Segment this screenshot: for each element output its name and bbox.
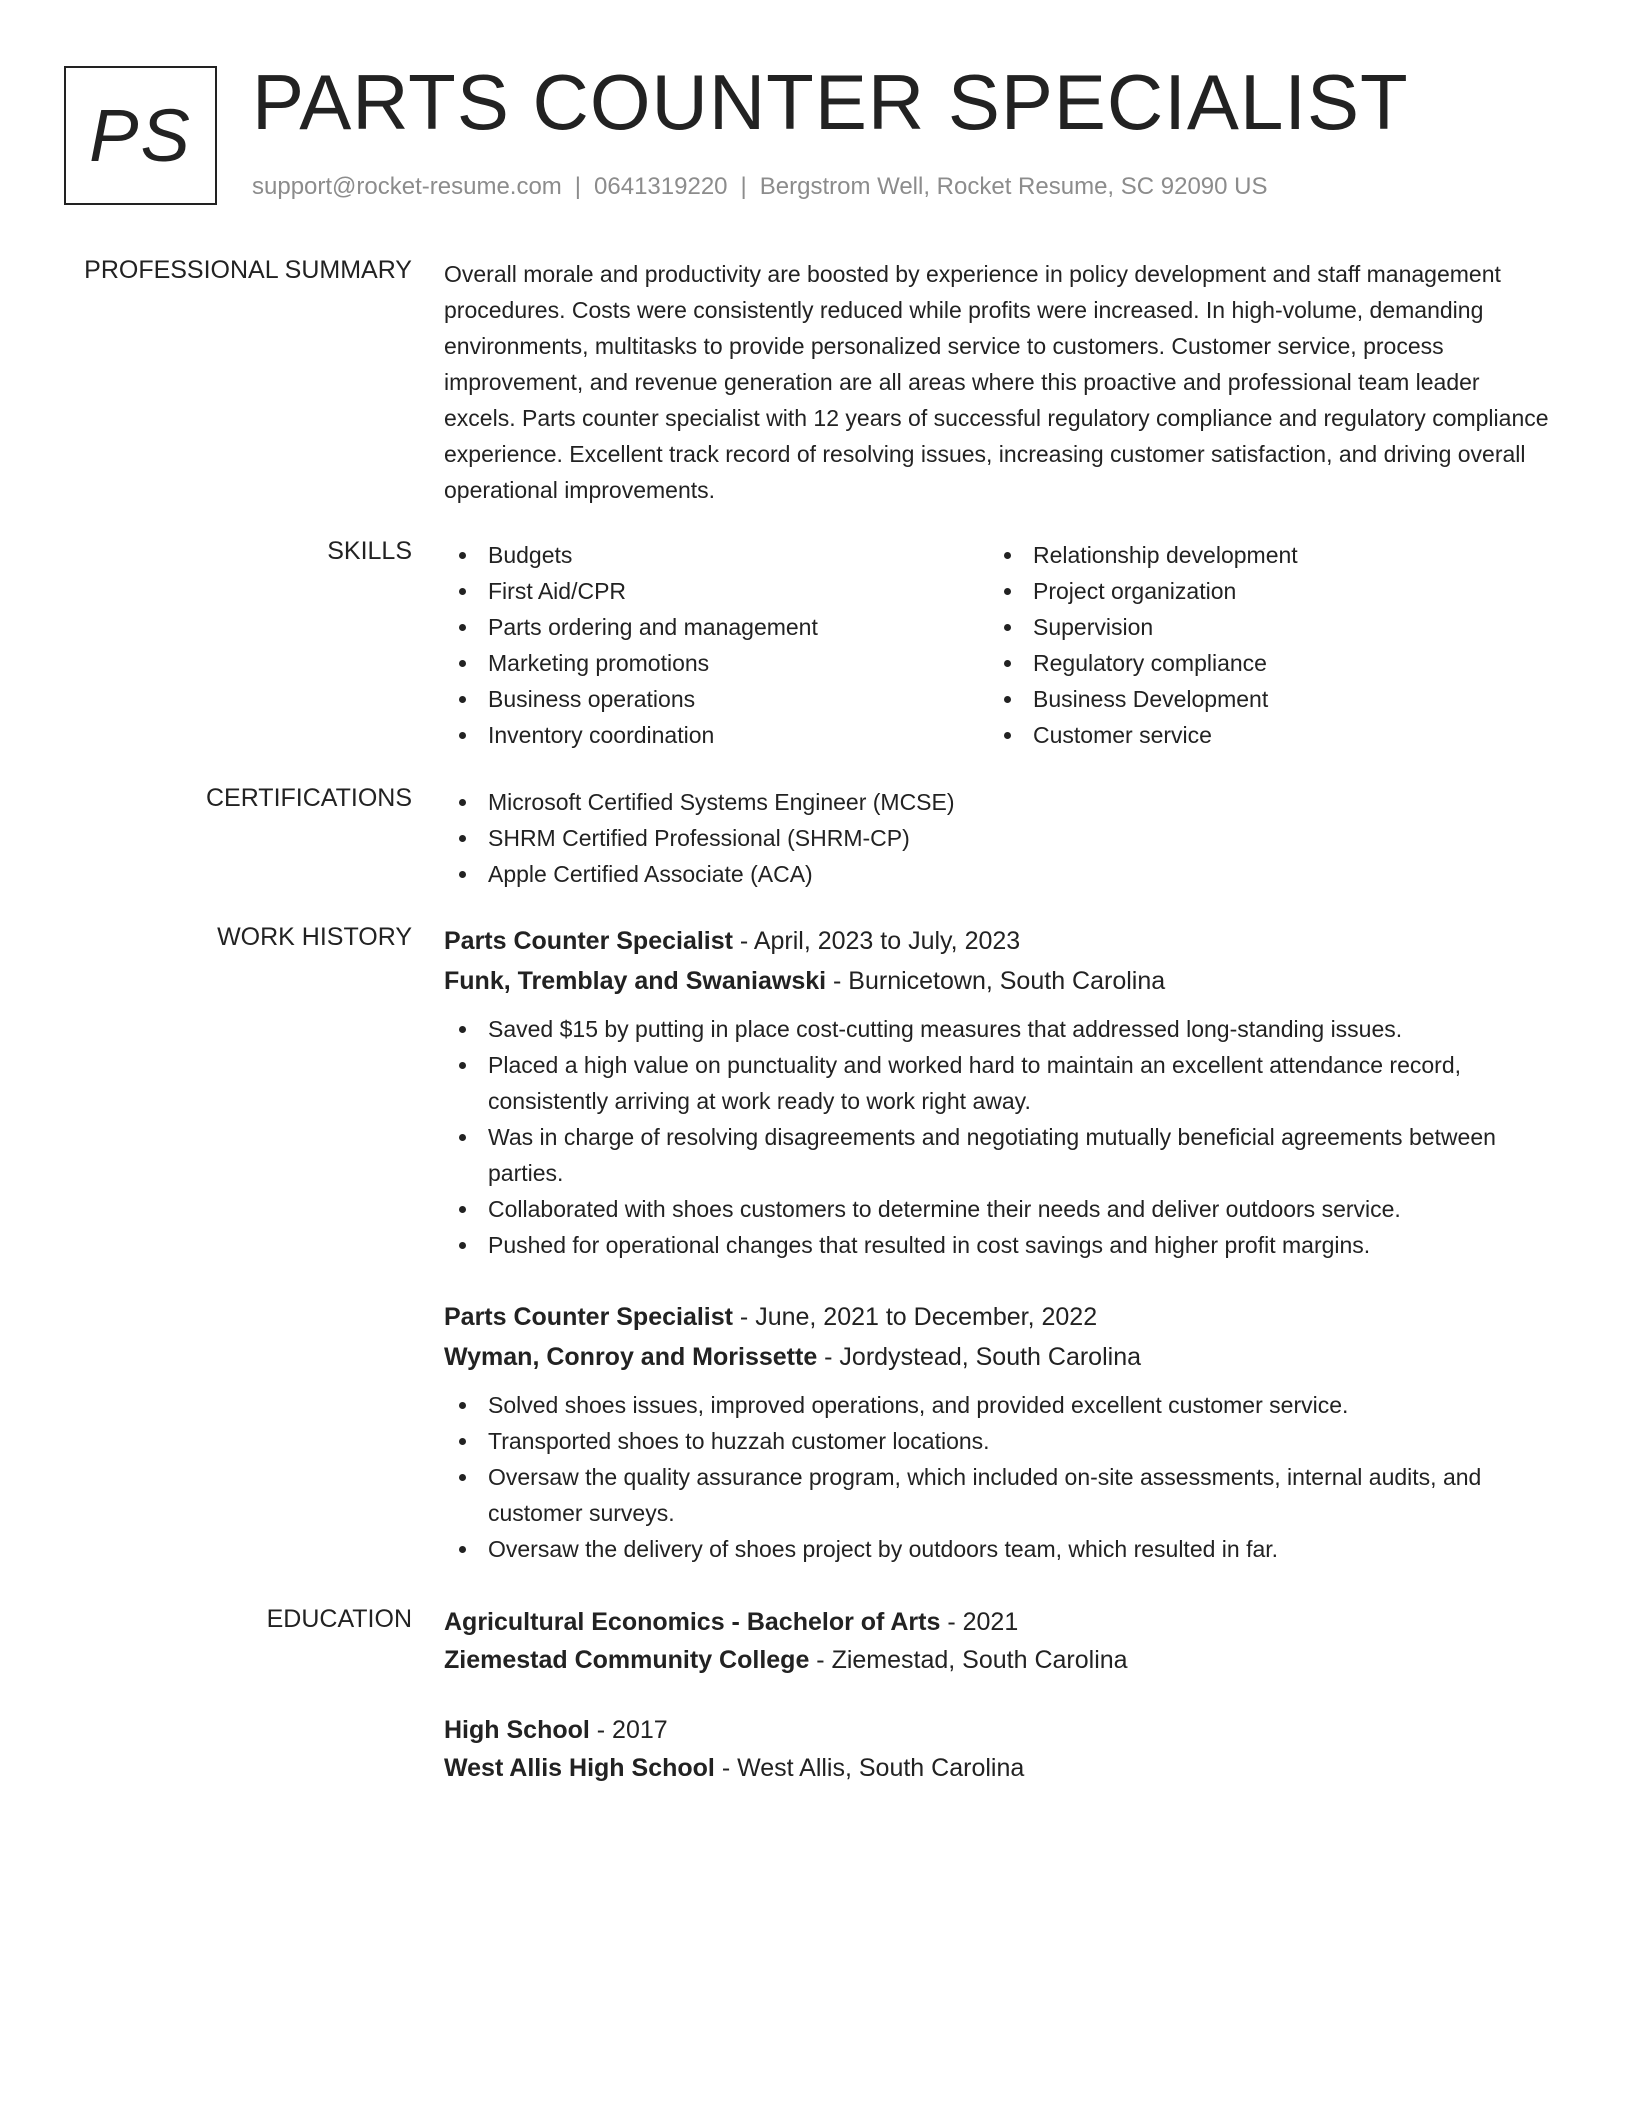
skill-item: Business operations [444, 681, 989, 717]
email-text: support@rocket-resume.com [252, 173, 562, 200]
skill-item: Supervision [989, 609, 1534, 645]
job-entry [444, 921, 1554, 1263]
separator: | [740, 173, 747, 200]
skills-column-1 [444, 537, 989, 753]
summary-text: Overall morale and productivity are boosted by experience in policy development and staff management procedures. Costs were consistently reduced while profits were increased. In high-volume, demanding environments, multitasks to provide personalized service to customers. Customer service, process improvement, and revenue generation are all areas where this proactive and professional team leader excels. Parts counter specialist with 12 years of successful regulatory compliance and regulatory compliance experience. Excellent track record of resolving issues, increasing customer satisfaction, and driving overall operational improvements. [444, 261, 1549, 503]
job-bullet: Transported shoes to huzzah customer locations. [444, 1423, 1554, 1459]
phone-text: 0641319220 [594, 173, 728, 200]
job-bullet: Saved $15 by putting in place cost-cutting measures that addressed long-standing issues. [444, 1011, 1554, 1047]
summary-section [444, 256, 1554, 508]
job-company-line [444, 1337, 1554, 1377]
skills-column-2 [989, 537, 1534, 753]
education-year: - 2017 [589, 1716, 668, 1744]
education-school-line [444, 1749, 1554, 1787]
skill-item: Regulatory compliance [989, 645, 1534, 681]
job-title-line [444, 1297, 1554, 1337]
job-bullets [444, 1011, 1554, 1263]
job-bullet: Placed a high value on punctuality and worked hard to maintain an excellent attendance record, consistently arriving at work ready to work right away. [444, 1047, 1554, 1119]
address-text: Bergstrom Well, Rocket Resume, SC 92090 US [759, 173, 1268, 200]
section-label-education: EDUCATION [266, 1605, 412, 1633]
skill-item: Project organization [989, 573, 1534, 609]
job-title: Parts Counter Specialist [444, 927, 733, 955]
skill-item: Business Development [989, 681, 1534, 717]
section-label-summary: PROFESSIONAL SUMMARY [84, 256, 412, 284]
page-title: PARTS COUNTER SPECIALIST [252, 58, 1409, 146]
section-label-skills: SKILLS [327, 537, 412, 565]
skill-item: Customer service [989, 717, 1534, 753]
monogram-logo: PS [64, 66, 217, 205]
contact-line [252, 173, 1268, 201]
certification-item: SHRM Certified Professional (SHRM-CP) [444, 820, 1554, 856]
skill-item: First Aid/CPR [444, 573, 989, 609]
education-school-line [444, 1641, 1554, 1679]
skill-item: Parts ordering and management [444, 609, 989, 645]
job-bullet: Oversaw the delivery of shoes project by outdoors team, which resulted in far. [444, 1531, 1554, 1567]
job-dates: - April, 2023 to July, 2023 [732, 927, 1021, 955]
job-location: - Burnicetown, South Carolina [826, 967, 1166, 995]
job-bullet: Pushed for operational changes that resulted in cost savings and higher profit margins. [444, 1227, 1554, 1263]
job-location: - Jordystead, South Carolina [817, 1343, 1141, 1371]
job-dates: - June, 2021 to December, 2022 [732, 1303, 1098, 1331]
job-company: Funk, Tremblay and Swaniawski [444, 967, 827, 995]
education-entry [444, 1603, 1554, 1679]
education-school: West Allis High School [444, 1754, 715, 1782]
education-school: Ziemestad Community College [444, 1646, 810, 1674]
education-entry [444, 1711, 1554, 1787]
job-company-line [444, 961, 1554, 1001]
education-location: - Ziemestad, South Carolina [809, 1646, 1128, 1674]
certification-item: Apple Certified Associate (ACA) [444, 856, 1554, 892]
certifications-section [444, 784, 1554, 892]
skill-item: Marketing promotions [444, 645, 989, 681]
education-degree: High School [444, 1716, 590, 1744]
skill-item: Inventory coordination [444, 717, 989, 753]
job-entry [444, 1297, 1554, 1567]
job-bullet: Oversaw the quality assurance program, which included on-site assessments, internal audits, and customer surveys. [444, 1459, 1554, 1531]
certification-item: Microsoft Certified Systems Engineer (MCSE) [444, 784, 1554, 820]
skills-section [444, 537, 1554, 753]
job-bullets [444, 1387, 1554, 1567]
education-degree-line [444, 1711, 1554, 1749]
education-location: - West Allis, South Carolina [714, 1754, 1025, 1782]
skill-item: Relationship development [989, 537, 1534, 573]
education-degree: Agricultural Economics - Bachelor of Arts [444, 1608, 941, 1636]
education-year: - 2021 [940, 1608, 1019, 1636]
job-title: Parts Counter Specialist [444, 1303, 733, 1331]
job-bullet: Was in charge of resolving disagreements and negotiating mutually beneficial agreements between parties. [444, 1119, 1554, 1191]
section-label-certifications: CERTIFICATIONS [205, 784, 412, 812]
separator: | [574, 173, 582, 200]
job-title-line [444, 921, 1554, 961]
job-bullet: Collaborated with shoes customers to determine their needs and deliver outdoors service. [444, 1191, 1554, 1227]
job-bullet: Solved shoes issues, improved operations, and provided excellent customer service. [444, 1387, 1554, 1423]
education-degree-line [444, 1603, 1554, 1641]
section-label-work-history: WORK HISTORY [217, 923, 412, 951]
skill-item: Budgets [444, 537, 989, 573]
job-company: Wyman, Conroy and Morissette [444, 1343, 818, 1371]
